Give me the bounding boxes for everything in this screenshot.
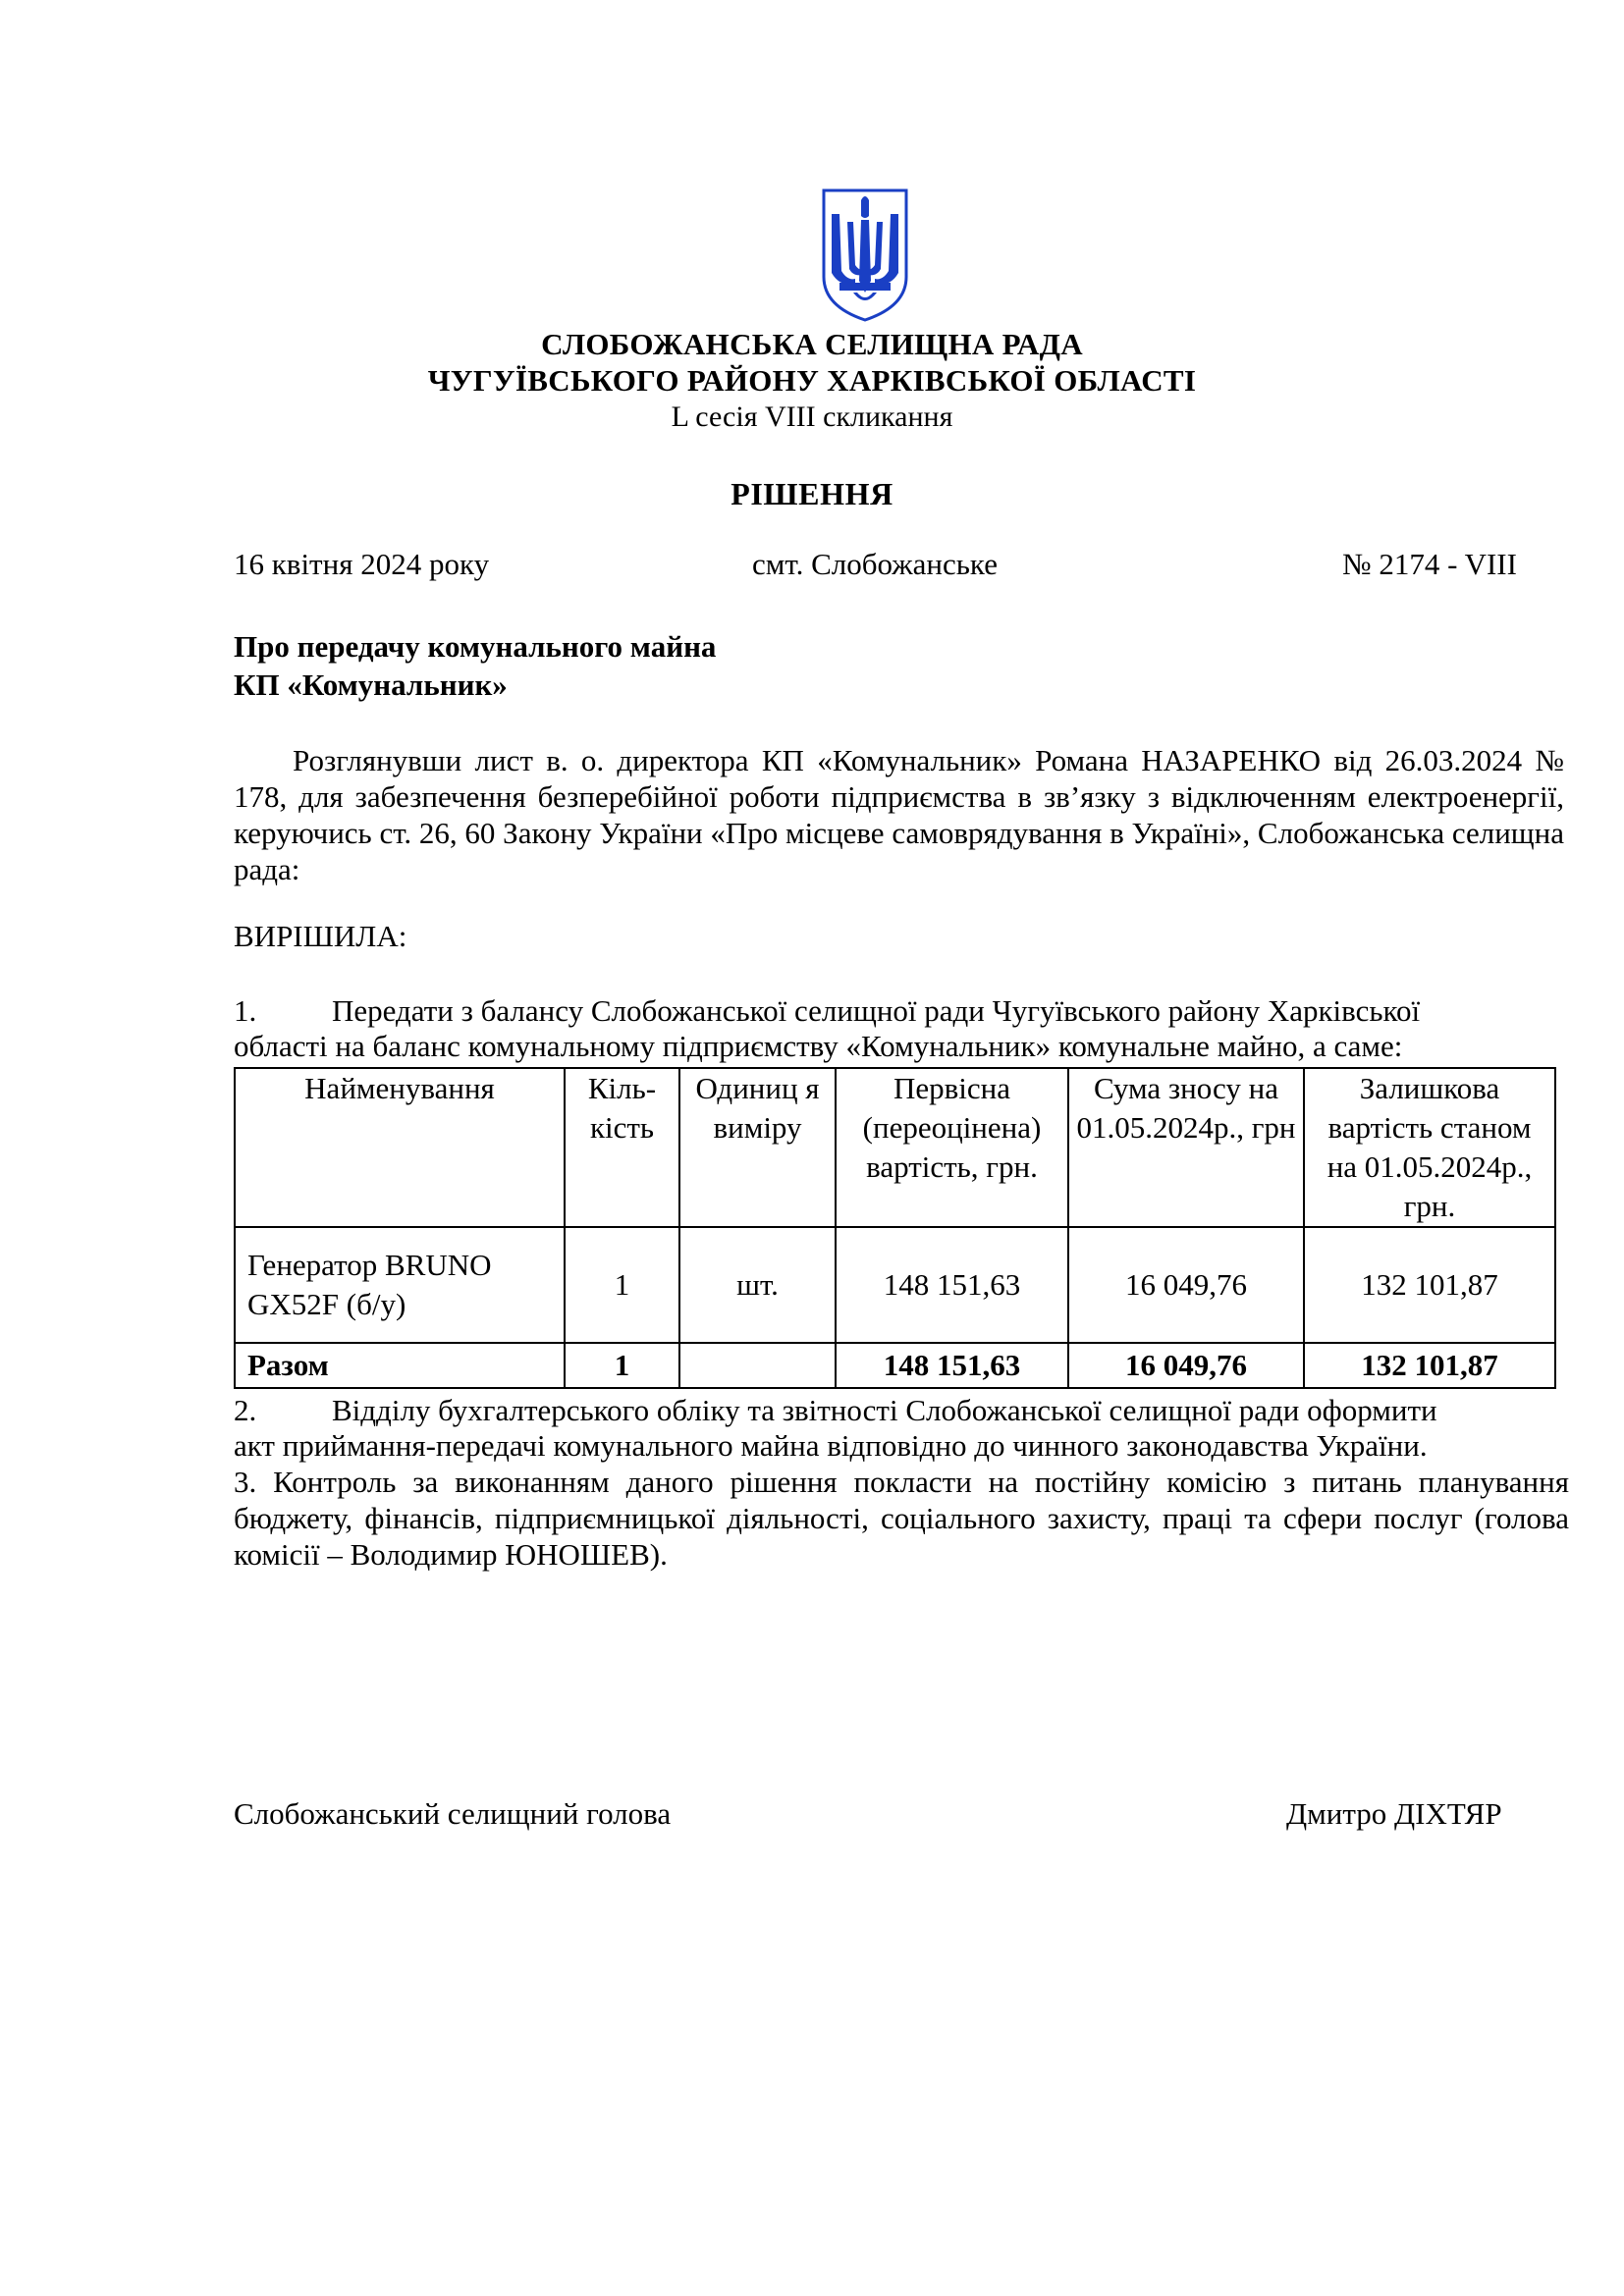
item-1-line-1: Передати з балансу Слобожанської селищної ради Чугуївського району Харківської bbox=[332, 993, 1421, 1028]
subject-line-2: КП «Комунальник» bbox=[234, 667, 508, 702]
council-district: ЧУГУЇВСЬКОГО РАЙОНУ ХАРКІВСЬКОЇ ОБЛАСТІ bbox=[427, 363, 1197, 398]
preamble-paragraph: Розглянувши лист в. о. директора КП «Комунальник» Романа НАЗАРЕНКО від 26.03.2024 № 178, для забезпечення безперебійної роботи підприємства в зв’язку з відключенням електроенергії, керуючись ст. 26, 60 Закону України «Про місцеве самоврядування в Україні», Слобожанська селищна рада: bbox=[234, 743, 1565, 886]
total-unit bbox=[679, 1343, 836, 1388]
signature-position: Слобожанський селищний голова bbox=[234, 1796, 672, 1831]
total-depreciation: 16 049,76 bbox=[1068, 1343, 1304, 1388]
header-depreciation: Сума зносу на 01.05.2024р., грн bbox=[1068, 1068, 1304, 1227]
total-qty: 1 bbox=[565, 1343, 679, 1388]
table-total-row bbox=[235, 1343, 1555, 1388]
subject-line-1: Про передачу комунального майна bbox=[234, 629, 717, 664]
item-1-line-2: області на баланс комунальному підприємству «Комунальник» комунальне майно, а саме: bbox=[234, 1029, 1403, 1063]
row-depreciation: 16 049,76 bbox=[1068, 1227, 1304, 1343]
table-header-row bbox=[235, 1068, 1555, 1227]
signature-name: Дмитро ДІХТЯР bbox=[1286, 1796, 1502, 1831]
table-row bbox=[235, 1227, 1555, 1343]
header-qty: Кіль-кість bbox=[565, 1068, 679, 1227]
header-initial-value: Первісна (переоцінена) вартість, грн. bbox=[836, 1068, 1068, 1227]
item-2-line-2: акт приймання-передачі комунального майна відповідно до чинного законодавства України. bbox=[234, 1428, 1428, 1463]
row-initial-value: 148 151,63 bbox=[836, 1227, 1068, 1343]
session-line: L сесія VIII скликання bbox=[671, 400, 953, 433]
decision-place: смт. Слобожанське bbox=[752, 547, 998, 581]
row-name: Генератор BRUNO GX52F (б/у) bbox=[235, 1227, 565, 1343]
total-label: Разом bbox=[235, 1343, 565, 1388]
row-unit: шт. bbox=[679, 1227, 836, 1343]
header-residual-value: Залишкова вартість станом на 01.05.2024р., грн. bbox=[1304, 1068, 1555, 1227]
document-type: РІШЕННЯ bbox=[731, 476, 893, 511]
coat-of-arms-icon bbox=[818, 187, 912, 324]
asset-table bbox=[234, 1067, 1556, 1389]
item-2-line-1: Відділу бухгалтерського обліку та звітності Слобожанської селищної ради оформити bbox=[332, 1393, 1437, 1427]
header-name: Найменування bbox=[235, 1068, 565, 1227]
header-unit: Одиниц я виміру bbox=[679, 1068, 836, 1227]
row-qty: 1 bbox=[565, 1227, 679, 1343]
decision-date: 16 квітня 2024 року bbox=[234, 547, 490, 581]
resolved-label: ВИРІШИЛА: bbox=[234, 919, 407, 953]
total-residual-value: 132 101,87 bbox=[1304, 1343, 1555, 1388]
row-residual-value: 132 101,87 bbox=[1304, 1227, 1555, 1343]
total-initial-value: 148 151,63 bbox=[836, 1343, 1068, 1388]
item-1-number: 1. bbox=[234, 993, 257, 1028]
item-3-paragraph: 3. Контроль за виконанням даного рішення покласти на постійну комісію з питань планування бюджету, фінансів, підприємницької діяльності, соціального захисту, праці та сфери послуг (голова комісії – Володимир ЮНОШЕВ). bbox=[234, 1465, 1569, 1572]
decision-number: № 2174 - VIII bbox=[1342, 547, 1517, 581]
council-name: СЛОБОЖАНСЬКА СЕЛИЩНА РАДА bbox=[541, 327, 1083, 361]
item-2-number: 2. bbox=[234, 1393, 257, 1427]
